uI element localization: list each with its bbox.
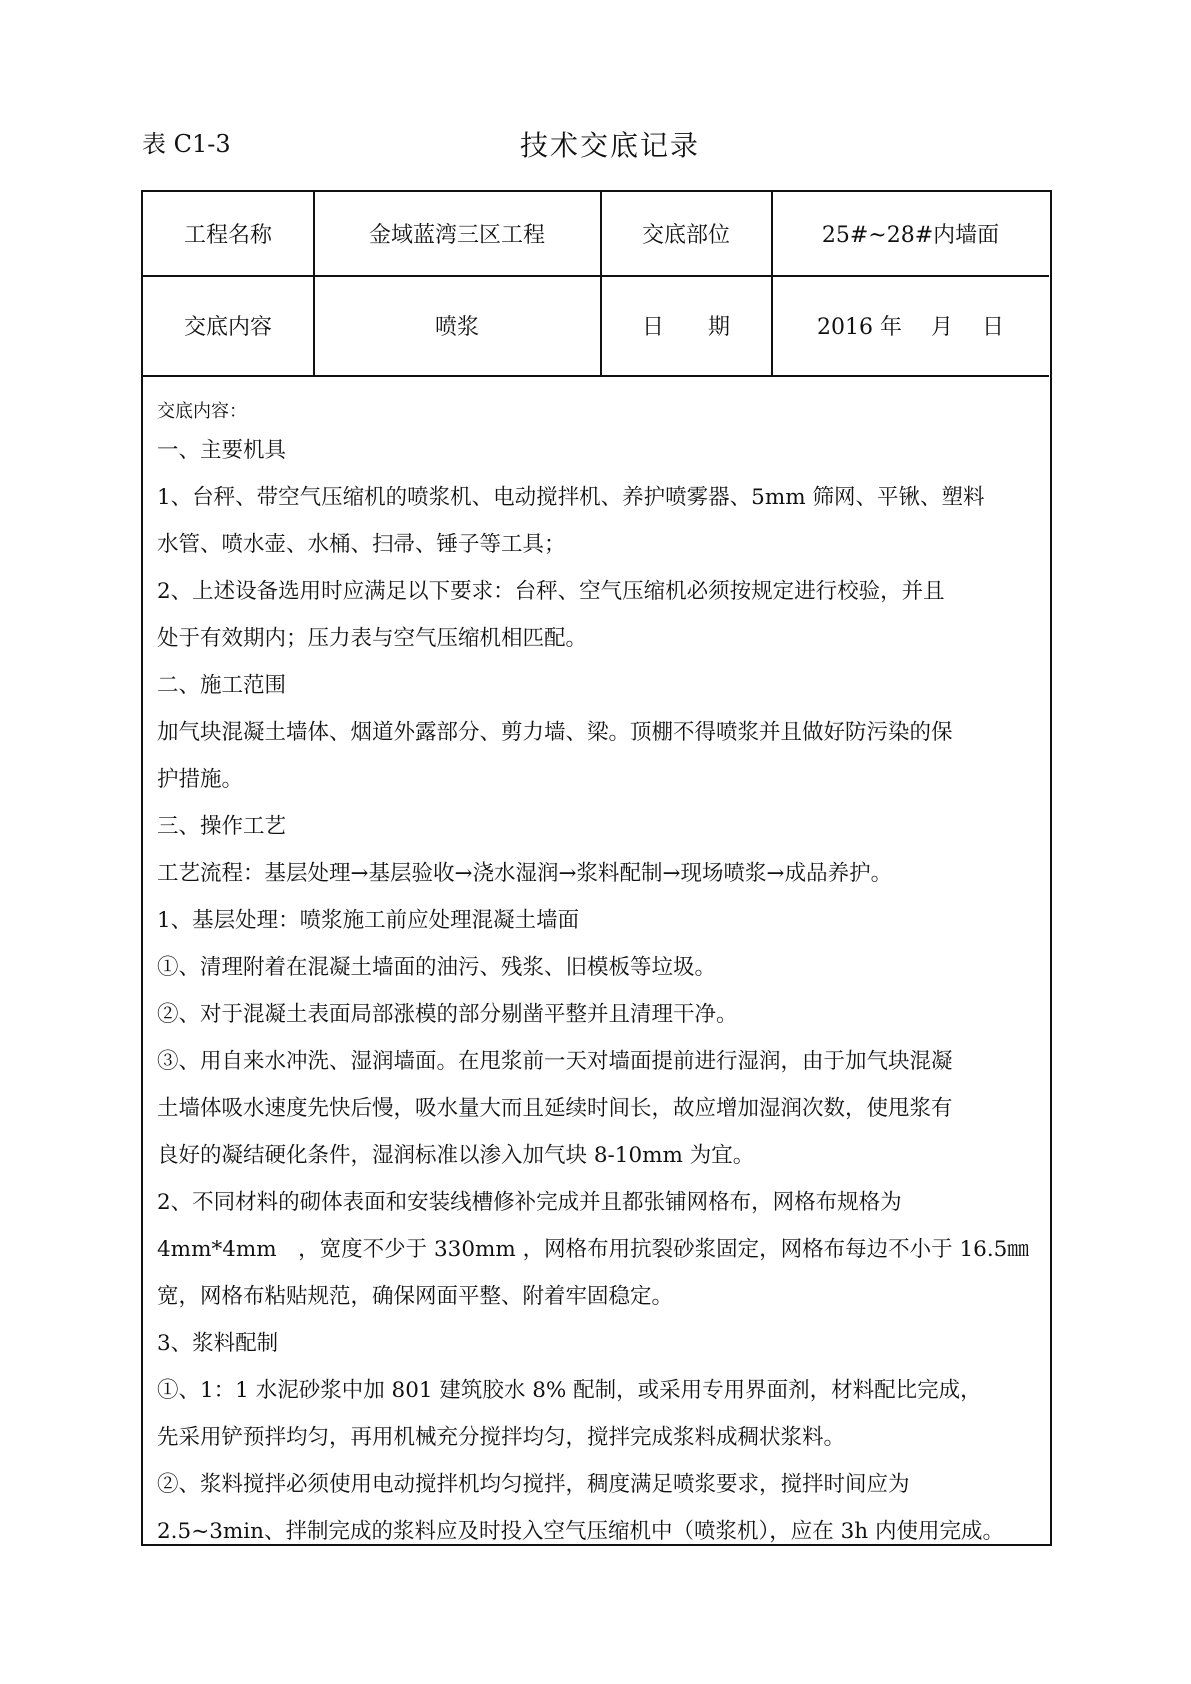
content-line: ①、1：1 水泥砂浆中加 801 建筑胶水 8% 配制，或采用专用界面剂，材料配比完成，: [157, 1378, 982, 1403]
location-label: 交底部位: [641, 223, 730, 248]
content-line: ②、浆料搅拌必须使用电动搅拌机均匀搅拌，稠度满足喷浆要求，搅拌时间应为: [157, 1472, 910, 1497]
content-line: 3、浆料配制: [157, 1331, 279, 1356]
content-line: 加气块混凝土墙体、烟道外露部分、剪力墙、梁。顶棚不得喷浆并且做好防污染的保: [157, 720, 953, 745]
content-line: 2、不同材料的砌体表面和安装线槽修补完成并且都张铺网格布，网格布规格为: [157, 1190, 902, 1215]
content-line: ③、用自来水冲洗、湿润墙面。在甩浆前一天对墙面提前进行湿润，由于加气块混凝: [157, 1049, 953, 1074]
content-line: 土墙体吸水速度先快后慢，吸水量大而且延续时间长，故应增加湿润次数，使甩浆有: [157, 1096, 953, 1121]
content-line: 宽，网格布粘贴规范，确保网面平整、附着牢固稳定。: [157, 1284, 674, 1309]
project-name-value: 金域蓝湾三区工程: [368, 223, 545, 248]
content-line: 1、基层处理：喷浆施工前应处理混凝土墙面: [157, 908, 580, 933]
row-divider-2: [143, 375, 1049, 377]
content-value: 喷浆: [434, 315, 479, 340]
content-line: 护措施。: [157, 767, 244, 792]
content-label: 交底内容: [183, 315, 272, 340]
date-value: 2016 年 月 日: [817, 315, 1004, 340]
content-line: 4mm*4mm ，宽度不少于 330mm ，网格布用抗裂砂浆固定，网格布每边不小于 16.5㎜: [157, 1237, 1029, 1262]
form-code: 表 C1-3: [142, 130, 231, 158]
content-line: 1、台秤、带空气压缩机的喷浆机、电动搅拌机、养护喷雾器、5mm 筛网、平锹、塑料: [157, 485, 985, 510]
content-line: ②、对于混凝土表面局部涨模的部分剔凿平整并且清理干净。: [157, 1002, 738, 1027]
content-line: 水管、喷水壶、水桶、扫帚、锤子等工具；: [157, 532, 566, 557]
content-line: 2、上述设备选用时应满足以下要求：台秤、空气压缩机必须按规定进行校验，并且: [157, 579, 945, 604]
content-line: 处于有效期内；压力表与空气压缩机相匹配。: [157, 626, 588, 651]
date-label: 日 期: [641, 315, 730, 340]
location-value: 25#~28#内墙面: [821, 223, 1000, 248]
content-intro: 交底内容：: [157, 401, 247, 422]
content-line: 先采用铲预拌均匀，再用机械充分搅拌均匀，搅拌完成浆料成稠状浆料。: [157, 1425, 846, 1450]
content-line: 工艺流程：基层处理→基层验收→浇水湿润→浆料配制→现场喷浆→成品养护。: [157, 861, 893, 886]
disclosure-content: [157, 387, 1039, 1555]
content-line: 良好的凝结硬化条件，湿润标准以渗入加气块 8-10mm 为宜。: [157, 1143, 755, 1168]
content-line: 一、主要机具: [157, 438, 287, 463]
content-line: 2.5~3min、拌制完成的浆料应及时投入空气压缩机中（喷浆机），应在 3h 内使用完成。: [157, 1519, 1004, 1544]
content-line: 二、施工范围: [157, 673, 287, 698]
page-title: 技术交底记录: [520, 129, 701, 162]
record-table: [141, 190, 1052, 1546]
project-name-label: 工程名称: [183, 223, 272, 248]
content-line: 三、操作工艺: [157, 814, 287, 839]
content-line: ①、清理附着在混凝土墙面的油污、残浆、旧模板等垃圾。: [157, 955, 717, 980]
